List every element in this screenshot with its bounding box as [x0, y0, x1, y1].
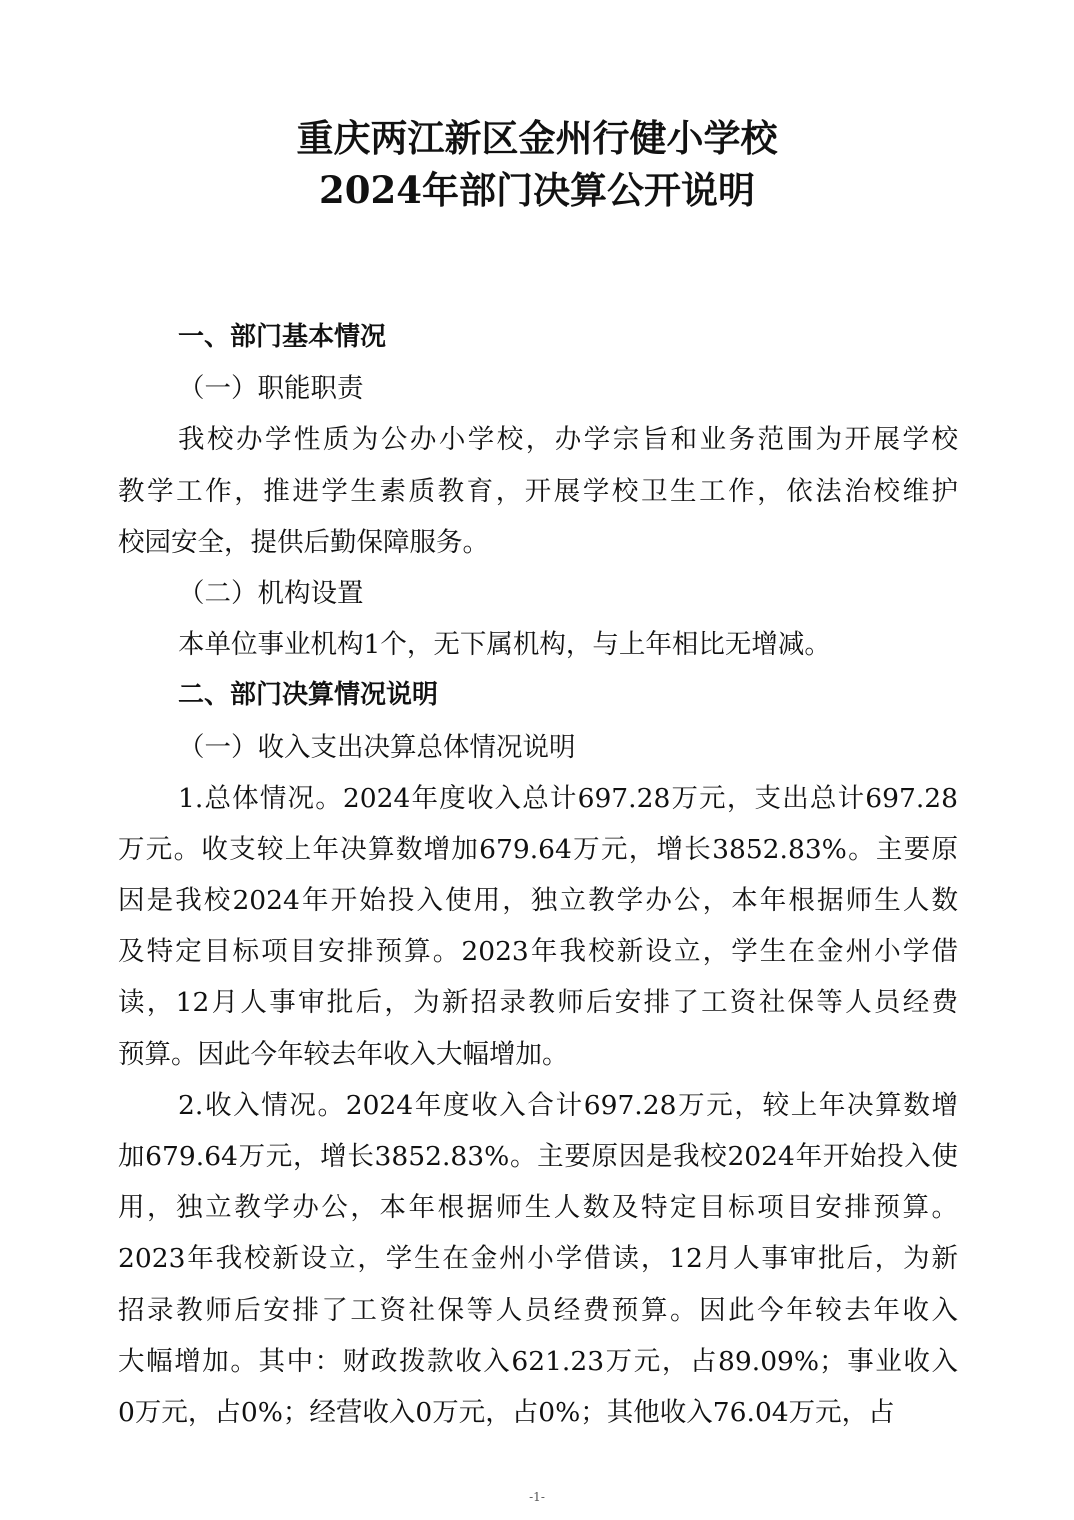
text-line: 用，独立教学办公，本年根据师生人数及特定目标项目安排预算。: [118, 1192, 958, 1224]
paragraph: [118, 414, 958, 568]
text-line: 1.总体情况。2024年度收入总计697.28万元，支出总计697.28: [178, 782, 958, 814]
text-line: 2.收入情况。2024年度收入合计697.28万元，较上年决算数增: [178, 1089, 958, 1121]
text-line: （一）收入支出决算总体情况说明: [178, 731, 576, 763]
text-line: 我校办学性质为公办小学校，办学宗旨和业务范围为开展学校: [178, 424, 958, 456]
subsection-heading: [118, 568, 958, 619]
text-line: 读，12月人事审批后，为新招录教师后安排了工资社保等人员经费: [118, 987, 958, 1019]
text-line: 万元。收支较上年决算数增加679.64万元，增长3852.83%。主要原: [118, 833, 958, 865]
page-number: -1-: [529, 1490, 545, 1504]
text-line: 招录教师后安排了工资社保等人员经费预算。因此今年较去年收入: [118, 1294, 958, 1326]
text-line: 因是我校2024年开始投入使用，独立教学办公，本年根据师生人数: [118, 885, 958, 917]
text-line: 加679.64万元，增长3852.83%。主要原因是我校2024年开始投入使: [118, 1141, 958, 1172]
paragraph: [118, 773, 958, 1080]
text-line: 2023年我校新设立，学生在金州小学借读，12月人事审批后，为新: [118, 1243, 958, 1275]
text-line: （一）职能职责: [178, 373, 364, 405]
paragraph: [118, 619, 958, 670]
text-line: 二、部门决算情况说明: [178, 680, 439, 711]
text-line: 教学工作，推进学生素质教育，开展学校卫生工作，依法治校维护: [118, 475, 958, 507]
section-heading: [118, 670, 958, 721]
text-line: 本单位事业机构1个，无下属机构，与上年相比无增减。: [178, 629, 831, 661]
document-title-line1: 重庆两江新区金州行健小学校: [296, 116, 778, 160]
text-line: 大幅增加。其中：财政拨款收入621.23万元，占89.09%；事业收入: [118, 1345, 958, 1377]
subsection-heading: [118, 722, 958, 773]
text-line: 0万元，占0%；经营收入0万元，占0%；其他收入76.04万元，占: [118, 1396, 895, 1428]
section-heading: [118, 312, 958, 363]
document-title-line2: 2024年部门决算公开说明: [319, 168, 755, 212]
document-body: [118, 312, 958, 1438]
paragraph: [118, 1080, 958, 1438]
text-line: （二）机构设置: [178, 577, 364, 609]
subsection-heading: [118, 363, 958, 414]
text-line: 及特定目标项目安排预算。2023年我校新设立，学生在金州小学借: [118, 936, 958, 968]
text-line: 预算。因此今年较去年收入大幅增加。: [118, 1038, 569, 1070]
text-line: 校园安全，提供后勤保障服务。: [118, 526, 489, 558]
text-line: 一、部门基本情况: [178, 322, 387, 352]
